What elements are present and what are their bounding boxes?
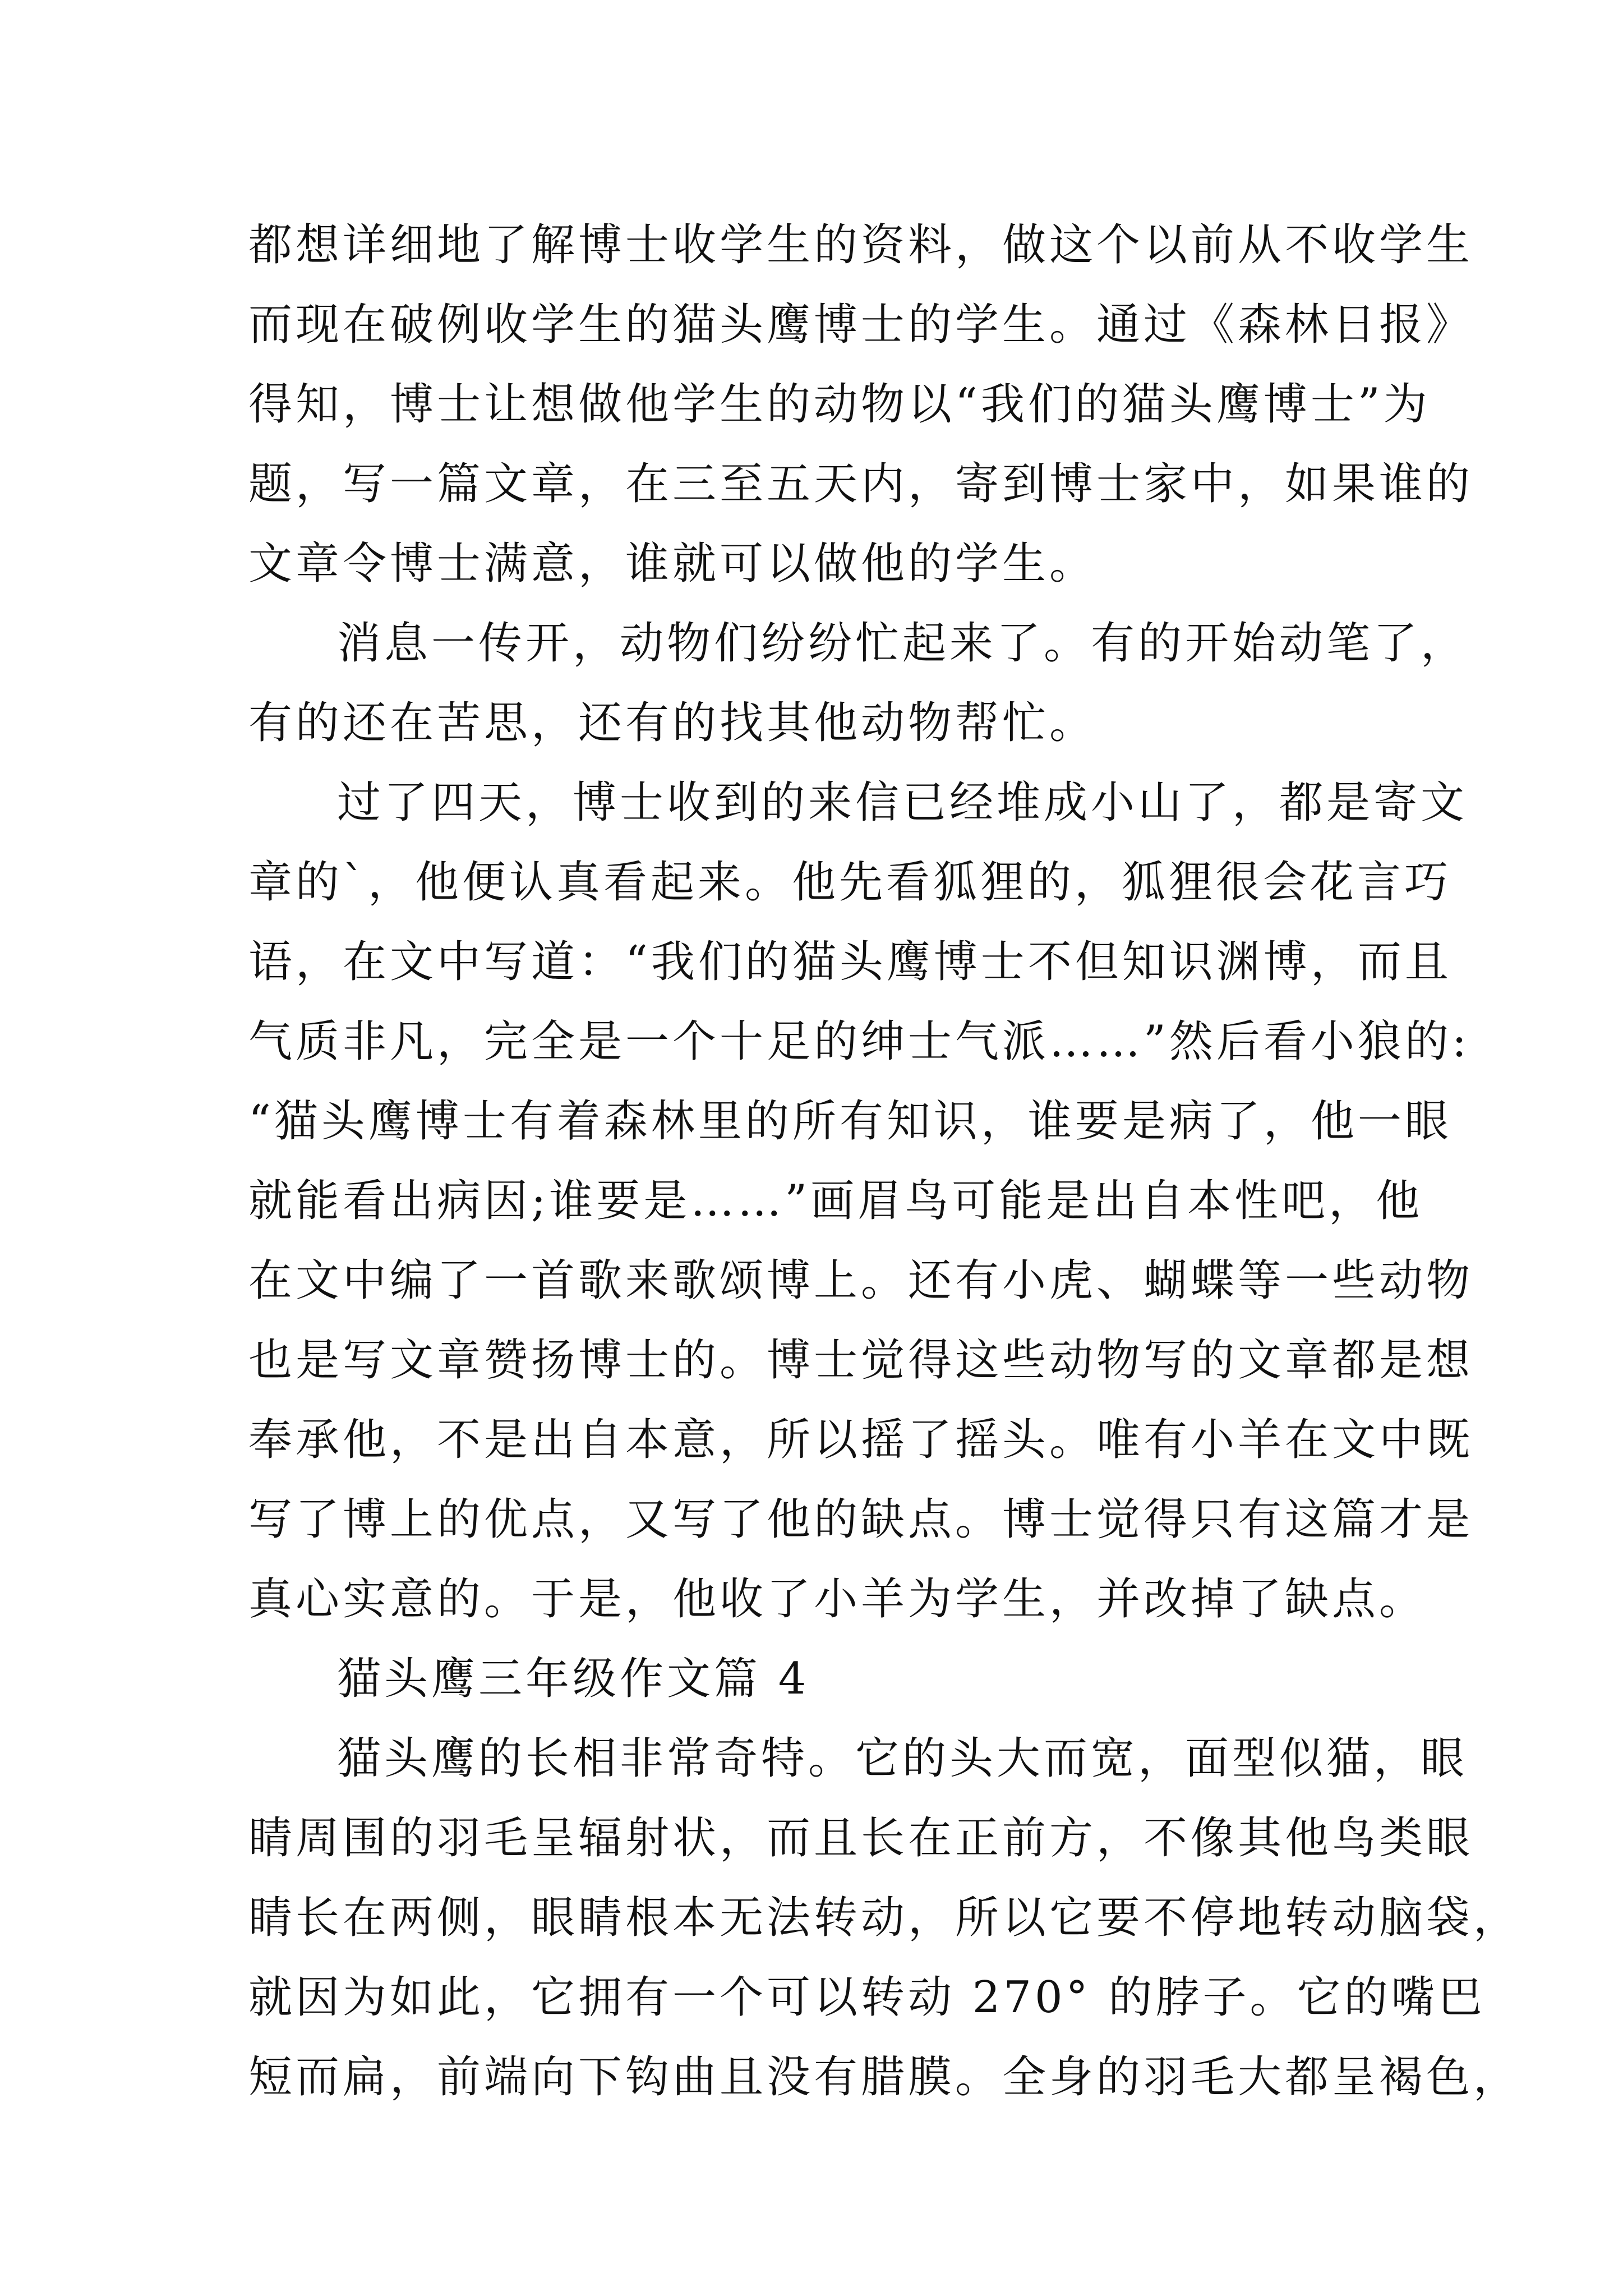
text-line-21: 睛周围的羽毛呈辐射状，而且长在正前方，不像其他鸟类眼 [248,1813,1474,1864]
text-line-22: 睛长在两侧，眼睛根本无法转动，所以它要不停地转动脑袋， [248,1893,1521,1943]
text-line-20: 猫头鹰的长相非常奇特。它的头大而宽，面型似猫，眼 [337,1733,1468,1784]
text-line-17: 写了博上的优点，又写了他的缺点。博士觉得只有这篇才是 [248,1494,1474,1545]
text-line-15: 也是写文章赞扬博士的。博士觉得这些动物写的文章都是想 [248,1335,1474,1386]
text-line-3: 得知，博士让想做他学生的动物以“我们的猫头鹰博士”为 [248,379,1431,430]
text-line-14: 在文中编了一首歌来歌颂博上。还有小虎、蝴蝶等一些动物 [248,1255,1474,1306]
text-line-9: 章的`，他便认真看起来。他先看狐狸的，狐狸很会花言巧 [248,857,1452,908]
text-line-13: 就能看出病因;谁要是……”画眉鸟可能是出自本性吧，他 [248,1176,1423,1226]
text-line-5: 文章令博士满意，谁就可以做他的学生。 [248,539,1097,589]
text-line-24: 短而扁，前端向下钩曲且没有腊膜。全身的羽毛大都呈褐色， [248,2052,1521,2102]
text-line-18: 真心实意的。于是，他收了小羊为学生，并改掉了缺点。 [248,1574,1427,1625]
text-line-6: 消息一传开，动物们纷纷忙起来了。有的开始动笔了， [337,618,1468,669]
text-line-1: 都想详细地了解博士收学生的资料，做这个以前从不收学生 [248,220,1474,270]
text-line-8: 过了四天，博士收到的来信已经堆成小山了，都是寄文 [337,777,1468,828]
text-line-16: 奉承他，不是出自本意，所以摇了摇头。唯有小羊在文中既 [248,1415,1474,1465]
section-heading: 猫头鹰三年级作文篇 4 [337,1654,810,1704]
text-line-10: 语，在文中写道：“我们的猫头鹰博士不但知识渊博，而且 [248,937,1452,987]
text-line-7: 有的还在苦思，还有的找其他动物帮忙。 [248,698,1097,748]
text-line-23: 就因为如此，它拥有一个可以转动 270° 的脖子。它的嘴巴 [248,1972,1486,2023]
text-line-2: 而现在破例收学生的猫头鹰博士的学生。通过《森林日报》 [248,300,1474,350]
text-line-4: 题，写一篇文章，在三至五天内，寄到博士家中，如果谁的 [248,459,1474,509]
text-line-12: “猫头鹰博士有着森林里的所有知识，谁要是病了，他一眼 [248,1096,1452,1147]
text-line-11: 气质非凡，完全是一个十足的绅士气派……”然后看小狼的: [248,1016,1470,1067]
